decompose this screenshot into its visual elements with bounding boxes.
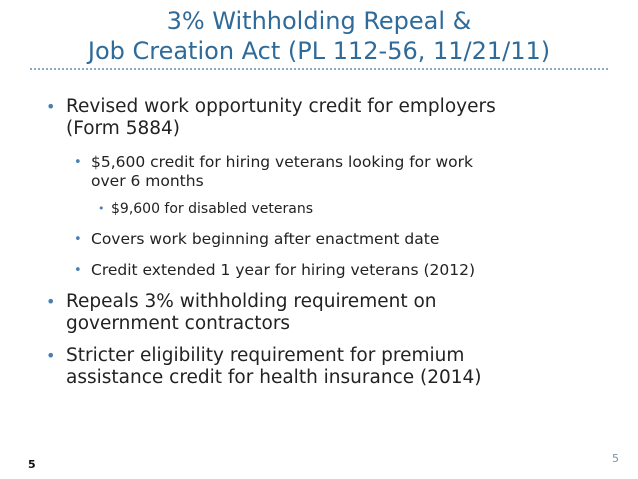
title-line-2: Job Creation Act (PL 112-56, 11/21/11) xyxy=(87,37,551,65)
bullet-text-continued: over 6 months xyxy=(91,172,204,190)
bullet-dot-icon: • xyxy=(46,292,56,311)
slide-number-left: 5 xyxy=(28,458,36,471)
bullet-text: Repeals 3% withholding requirement on xyxy=(66,291,437,312)
bullet-dot-icon: • xyxy=(74,155,82,170)
bullet-text-continued: (Form 5884) xyxy=(66,118,180,139)
sub-bullet-item xyxy=(74,230,440,249)
bullet-dot-icon: • xyxy=(98,202,105,215)
bullet-text: Stricter eligibility requirement for premium xyxy=(66,345,465,366)
bullet-text: Credit extended 1 year for hiring veterans (2012) xyxy=(91,261,476,279)
bullet-text: $5,600 credit for hiring veterans looking for work xyxy=(91,153,473,171)
bullet-item xyxy=(46,96,496,140)
sub-bullet-item xyxy=(74,261,476,280)
title-divider xyxy=(30,68,608,70)
bullet-dot-icon: • xyxy=(74,232,82,247)
bullet-dot-icon: • xyxy=(46,97,56,116)
sub-sub-bullet-item xyxy=(98,200,314,218)
sub-bullet-item xyxy=(74,153,473,191)
bullet-text: Revised work opportunity credit for employers xyxy=(66,96,496,117)
bullet-text-continued: assistance credit for health insurance (2014) xyxy=(66,367,482,388)
title-line-1: 3% Withholding Repeal & xyxy=(166,7,472,35)
bullet-dot-icon: • xyxy=(74,263,82,278)
bullet-item xyxy=(46,291,437,335)
slide-title xyxy=(0,6,638,66)
bullet-text-continued: government contractors xyxy=(66,313,291,334)
bullet-dot-icon: • xyxy=(46,346,56,365)
bullet-text: $9,600 for disabled veterans xyxy=(111,201,314,217)
slide-number-right: 5 xyxy=(612,452,619,465)
bullet-text: Covers work beginning after enactment date xyxy=(91,230,440,248)
bullet-item xyxy=(46,345,482,389)
